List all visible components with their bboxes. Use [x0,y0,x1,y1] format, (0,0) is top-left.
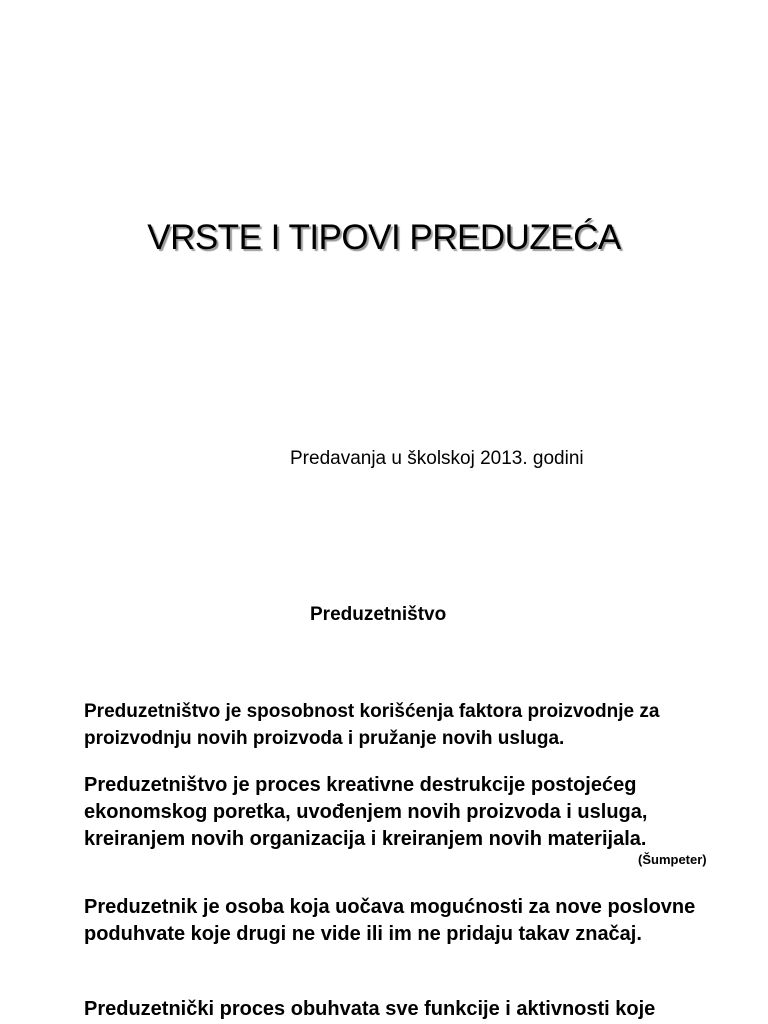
paragraph-entrepreneur: Preduzetnik je osoba koja uočava mogućnosti za nove poslovne poduhvate koje drugi ne vide ili im ne pridaju takav značaj. [84,896,696,945]
page-subtitle: Predavanja u školskoj 2013. godini [290,448,584,469]
citation: (Šumpeter) [638,852,707,867]
paragraph-definition-1: Preduzetništvo je sposobnost korišćenja faktora proizvodnje za proizvodnju novih proizvoda i pružanje novih usluga. [84,701,660,749]
page-title: VRSTE I TIPOVI PREDUZEĆA [147,218,621,257]
paragraph-definition-2: Preduzetništvo je proces kreativne destrukcije postojećeg ekonomskog poretka, uvođenjem novih proizvoda i usluga, kreiranjem novih organizacija i kreiranjem novih materijala. [84,774,648,850]
paragraph-process: Preduzetnički proces obuhvata sve funkcije i aktivnosti koje [84,998,656,1020]
section-heading: Preduzetništvo [310,604,447,625]
